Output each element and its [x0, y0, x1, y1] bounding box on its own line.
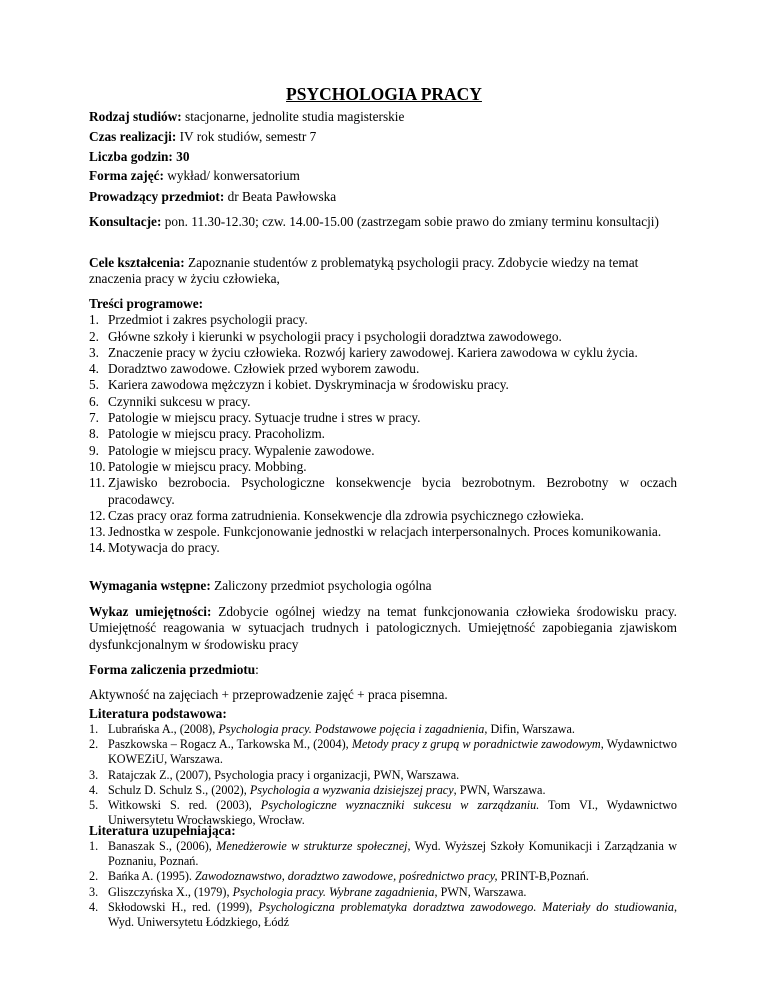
assessment-section — [89, 662, 677, 704]
program-item: 5. Kariera zawodowa mężczyzn i kobiet. Dyskryminacja w środowisku pracy. — [89, 377, 509, 393]
program-item: 13. Jednostka w zespole. Funkcjonowanie jednostki w relacjach interpersonalnych. Proces komunikowania. — [89, 524, 662, 540]
extra-literature-list — [89, 839, 677, 930]
basic-literature-label: Literatura podstawowa: — [89, 706, 227, 721]
program-section — [89, 296, 677, 557]
program-item: 10. Patologie w miejscu pracy. Mobbing. — [89, 458, 307, 474]
program-item: 11. Zjawisko bezrobocia. Psychologiczne konsekwencje bycia bezrobotnym. Bezrobotny w oczach pracodawcy. — [89, 475, 677, 507]
prerequisites-section — [89, 578, 677, 594]
prerequisites-value: Zaliczony przedmiot psychologia ogólna — [210, 578, 432, 593]
program-item: 3. Znaczenie pracy w życiu człowieka. Rozwój kariery zawodowej. Kariera zawodowa w cyklu życia. — [89, 344, 638, 360]
program-item: 6. Czynniki sukcesu w pracy. — [89, 393, 251, 409]
skills-value: Zdobycie ogólnej wiedzy na temat funkcjonowania człowieka środowisku pracy. Umiejętność reagowania w sytuacjach trudnych i patologicznych. Umiejętność zapobiegania zjawiskom dysfunkcjonalnym w środowisku pracy — [89, 604, 677, 652]
consultation-label: Konsultacje: — [89, 214, 162, 229]
info-label: Rodzaj studiów: — [89, 109, 182, 124]
program-list — [89, 312, 677, 556]
info-label: Czas realizacji: — [89, 128, 177, 144]
consultation-value: pon. 11.30-12.30; czw. 14.00-15.00 (zastrzegam sobie prawo do zmiany terminu konsultacji) — [161, 214, 659, 229]
assessment-label: Forma zaliczenia przedmiotu — [89, 662, 256, 677]
extra-literature-label: Literatura uzupełniająca: — [89, 823, 236, 838]
program-item: 9. Patologie w miejscu pracy. Wypalenie zawodowe. — [89, 442, 375, 458]
extra-literature-section — [89, 823, 677, 930]
prerequisites-label: Wymagania wstępne: — [89, 578, 211, 593]
program-item: 14. Motywacja do pracy. — [89, 540, 220, 556]
program-label: Treści programowe: — [89, 296, 204, 311]
lecturer-value: dr Beata Pawłowska — [224, 189, 337, 204]
info-label: Liczba godzin: 30 — [89, 148, 190, 164]
course-info — [89, 109, 677, 185]
info-label: Forma zajęć: — [89, 168, 164, 184]
basic-literature-item: 4. Schulz D. Schulz S., (2002), Psychologia a wyzwania dzisiejszej pracy, PWN, Warszawa. — [89, 782, 546, 797]
basic-literature-item: 5. Witkowski S. red. (2003), Psychologiczne wyznaczniki sukcesu w zarządzaniu. Tom VI., Wydawnictwo Uniwersytetu Wrocławskiego, Wrocław. — [89, 798, 677, 828]
extra-literature-item: 2. Bańka A. (1995). Zawodoznawstwo, doradztwo zawodowe, pośrednictwo pracy, PRINT-B,Poznań. — [89, 869, 589, 884]
lecturer-label: Prowadzący przedmiot: — [89, 189, 225, 204]
basic-literature-item: 2. Paszkowska – Rogacz A., Tarkowska M., (2004), Metody pracy z grupą w poradnictwie zawodowym, Wydawnictwo KOWEZiU, Warszawa. — [89, 737, 678, 767]
extra-literature-item: 4. Skłodowski H., red. (1999), Psychologiczna problematyka doradztwa zawodowego. Materiały do studiowania, Wyd. Uniwersytetu Łódzkiego, Łódź — [89, 899, 677, 930]
goals-label: Cele kształcenia: — [89, 255, 185, 270]
program-item: 8. Patologie w miejscu pracy. Pracoholizm. — [89, 426, 326, 442]
extra-literature-item: 3. Gliszczyńska X., (1979), Psychologia pracy. Wybrane zagadnienia, PWN, Warszawa. — [89, 884, 527, 899]
goals-section — [89, 255, 677, 288]
skills-label: Wykaz umiejętności: — [89, 604, 212, 619]
info-value: IV rok studiów, semestr 7 — [176, 128, 317, 144]
assessment-value: Aktywność na zajęciach + przeprowadzenie zajęć + praca pisemna. — [89, 687, 448, 703]
basic-literature-list — [89, 722, 677, 828]
page-title: PSYCHOLOGIA PRACY — [286, 84, 482, 104]
lecturer-section — [89, 189, 677, 205]
basic-literature-section — [89, 706, 677, 828]
program-item: 7. Patologie w miejscu pracy. Sytuacje trudne i stres w pracy. — [89, 410, 421, 426]
info-value: wykład/ konwersatorium — [163, 168, 300, 184]
info-value: stacjonarne, jednolite studia magisterskie — [181, 109, 405, 124]
extra-literature-item: 1. Banaszak S., (2006), Menedżerowie w strukturze społecznej, Wyd. Wyższej Szkoły Komunikacji i Zarządzania w Poznaniu, Poznań. — [89, 839, 678, 869]
assessment-colon: : — [255, 662, 259, 677]
basic-literature-item: 3. Ratajczak Z., (2007), Psychologia pracy i organizacji, PWN, Warszawa. — [89, 767, 460, 782]
program-item: 1. Przedmiot i zakres psychologii pracy. — [89, 312, 308, 328]
goals-value: Zapoznanie studentów z problematyką psychologii pracy. Zdobycie wiedzy na temat znaczenia pracy w życiu człowieka, — [89, 255, 639, 287]
program-item: 12. Czas pracy oraz forma zatrudnienia. Konsekwencje dla zdrowia psychicznego człowieka. — [89, 507, 584, 523]
program-item: 2. Główne szkoły i kierunki w psychologii pracy i psychologii doradztwa zawodowego. — [89, 328, 562, 344]
basic-literature-item: 1. Lubrańska A., (2008), Psychologia pracy. Podstawowe pojęcia i zagadnienia, Difin, Warszawa. — [89, 722, 575, 736]
consultation-section — [89, 214, 677, 230]
skills-section — [89, 604, 677, 653]
program-item: 4. Doradztwo zawodowe. Człowiek przed wyborem zawodu. — [89, 361, 420, 377]
